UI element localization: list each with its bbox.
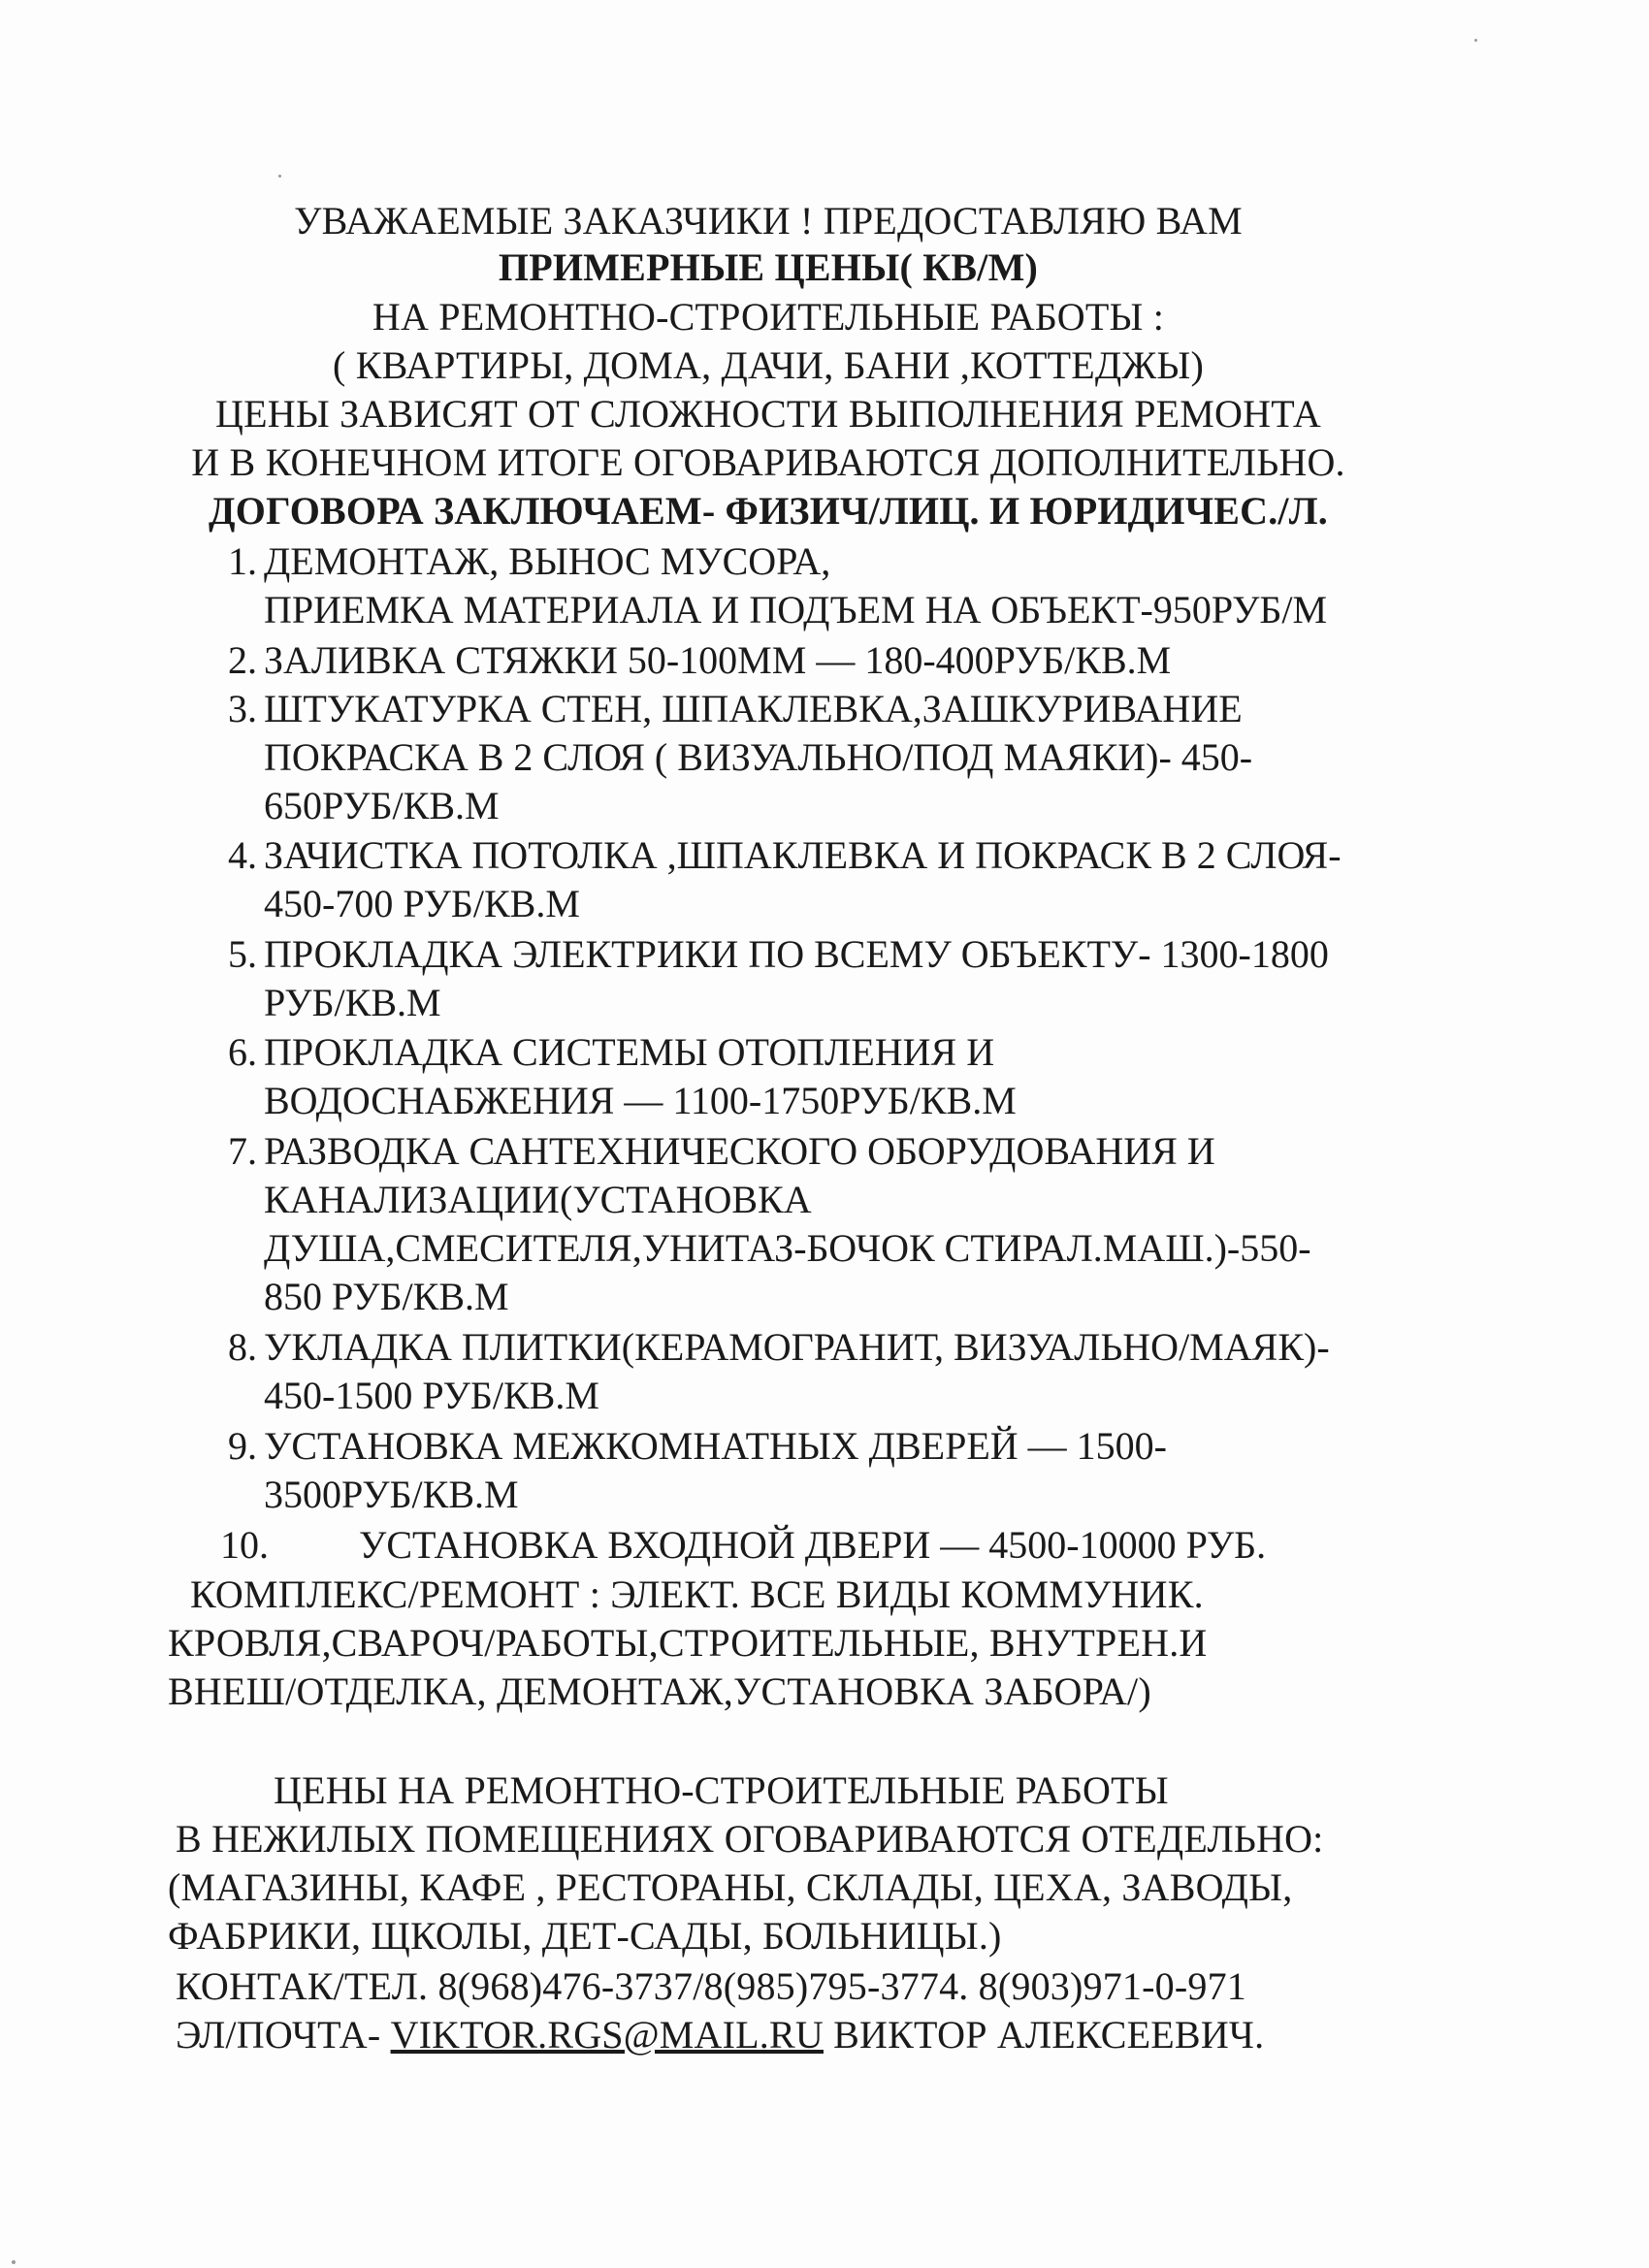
list-item-text: 450-1500 РУБ/КВ.М [264, 1374, 599, 1417]
complex-line-3: ВНЕШ/ОТДЕЛКА, ДЕМОНТАЖ,УСТАНОВКА ЗАБОРА/) [168, 1669, 1151, 1713]
list-item-text: ВОДОСНАБЖЕНИЯ — 1100-1750РУБ/КВ.М [264, 1079, 1017, 1122]
nonresidential-line-3: (МАГАЗИНЫ, КАФЕ , РЕСТОРАНЫ, СКЛАДЫ, ЦЕХА, ЗАВОДЫ, [168, 1865, 1293, 1909]
list-item-number: 4. [228, 833, 257, 877]
contact-phones: КОНТАК/ТЕЛ. 8(968)476-3737/8(985)795-3774. 8(903)971-0-971 [176, 1964, 1246, 2008]
header-line-1: УВАЖАЕМЫЕ ЗАКАЗЧИКИ ! ПРЕДОСТАВЛЯЮ ВАМ [294, 199, 1243, 243]
list-item-number: 9. [228, 1424, 257, 1468]
header-line-3: НА РЕМОНТНО-СТРОИТЕЛЬНЫЕ РАБОТЫ : [372, 295, 1165, 339]
list-item-text: ЗАЧИСТКА ПОТОЛКА ,ШПАКЛЕВКА И ПОКРАСК В 2 СЛОЯ- [264, 833, 1342, 877]
scan-speck [278, 175, 281, 178]
list-item-number: 6. [228, 1030, 257, 1074]
list-item-number: 5. [228, 932, 257, 976]
email-link[interactable]: VIKTOR.RGS@MAIL.RU [390, 2013, 824, 2057]
list-item-number: 1. [228, 539, 257, 583]
list-item-number: 7. [228, 1129, 257, 1173]
list-item-text: ПРОКЛАДКА СИСТЕМЫ ОТОПЛЕНИЯ И [264, 1030, 995, 1074]
list-item-text: ПОКРАСКА В 2 СЛОЯ ( ВИЗУАЛЬНО/ПОД МАЯКИ)- 450- [264, 735, 1253, 779]
scan-speck [1474, 39, 1477, 42]
list-item-text: УСТАНОВКА МЕЖКОМНАТНЫХ ДВЕРЕЙ — 1500- [264, 1424, 1167, 1468]
header-line-6: И В КОНЕЧНОМ ИТОГЕ ОГОВАРИВАЮТСЯ ДОПОЛНИТЕЛЬНО. [191, 440, 1345, 484]
list-item-number: 2. [228, 638, 257, 682]
contact-email-line [176, 2012, 1264, 2058]
list-item-text: 3500РУБ/КВ.М [264, 1473, 519, 1516]
list-item-text: КАНАЛИЗАЦИИ(УСТАНОВКА [264, 1178, 812, 1221]
header-line-4: ( КВАРТИРЫ, ДОМА, ДАЧИ, БАНИ ,КОТТЕДЖЫ) [333, 343, 1204, 387]
contact-name: ВИКТОР АЛЕКСЕЕВИЧ. [823, 2013, 1265, 2057]
nonresidential-line-1: ЦЕНЫ НА РЕМОНТНО-СТРОИТЕЛЬНЫЕ РАБОТЫ [274, 1768, 1169, 1812]
email-label: ЭЛ/ПОЧТА- [176, 2013, 391, 2057]
complex-line-1: КОМПЛЕКС/РЕМОНТ : ЭЛЕКТ. ВСЕ ВИДЫ КОММУНИК. [190, 1572, 1204, 1616]
list-item-number: 10. [220, 1523, 269, 1567]
list-item-text: 650РУБ/КВ.М [264, 784, 500, 827]
list-item-text: ПРОКЛАДКА ЭЛЕКТРИКИ ПО ВСЕМУ ОБЪЕКТУ- 1300-1800 [264, 932, 1329, 976]
complex-line-2: КРОВЛЯ,СВАРОЧ/РАБОТЫ,СТРОИТЕЛЬНЫЕ, ВНУТРЕН.И [168, 1621, 1208, 1665]
list-item-text: ДЕМОНТАЖ, ВЫНОС МУСОРА, [264, 539, 831, 583]
header-line-5: ЦЕНЫ ЗАВИСЯТ ОТ СЛОЖНОСТИ ВЫПОЛНЕНИЯ РЕМОНТА [215, 392, 1321, 436]
list-item-text: 450-700 РУБ/КВ.М [264, 882, 580, 925]
list-item-text: ДУША,СМЕСИТЕЛЯ,УНИТАЗ-БОЧОК СТИРАЛ.МАШ.)-550- [264, 1226, 1311, 1270]
header-title: ПРИМЕРНЫЕ ЦЕНЫ( КВ/М) [498, 245, 1039, 289]
header-contract-line: ДОГОВОРА ЗАКЛЮЧАЕМ- ФИЗИЧ/ЛИЦ. И ЮРИДИЧЕС./Л. [209, 489, 1328, 533]
list-item-text: УКЛАДКА ПЛИТКИ(КЕРАМОГРАНИТ, ВИЗУАЛЬНО/МАЯК)- [264, 1325, 1330, 1369]
nonresidential-line-2: В НЕЖИЛЫХ ПОМЕЩЕНИЯХ ОГОВАРИВАЮТСЯ ОТЕДЕЛЬНО: [176, 1817, 1324, 1861]
list-item-text: ПРИЕМКА МАТЕРИАЛА И ПОДЪЕМ НА ОБЪЕКТ-950РУБ/М [264, 588, 1328, 632]
list-item-text: ШТУКАТУРКА СТЕН, ШПАКЛЕВКА,ЗАШКУРИВАНИЕ [264, 687, 1243, 730]
scan-speck [12, 2260, 16, 2264]
list-item-number: 8. [228, 1325, 257, 1369]
list-item-text: 850 РУБ/КВ.М [264, 1275, 509, 1318]
nonresidential-line-4: ФАБРИКИ, ЩКОЛЫ, ДЕТ-САДЫ, БОЛЬНИЦЫ.) [168, 1914, 1002, 1958]
list-item-number: 3. [228, 687, 257, 730]
list-item-text: РАЗВОДКА САНТЕХНИЧЕСКОГО ОБОРУДОВАНИЯ И [264, 1129, 1215, 1173]
list-item-text: РУБ/КВ.М [264, 981, 441, 1024]
list-item-text: УСТАНОВКА ВХОДНОЙ ДВЕРИ — 4500-10000 РУБ. [359, 1523, 1267, 1567]
list-item-text: ЗАЛИВКА СТЯЖКИ 50-100ММ — 180-400РУБ/КВ.М [264, 638, 1172, 682]
